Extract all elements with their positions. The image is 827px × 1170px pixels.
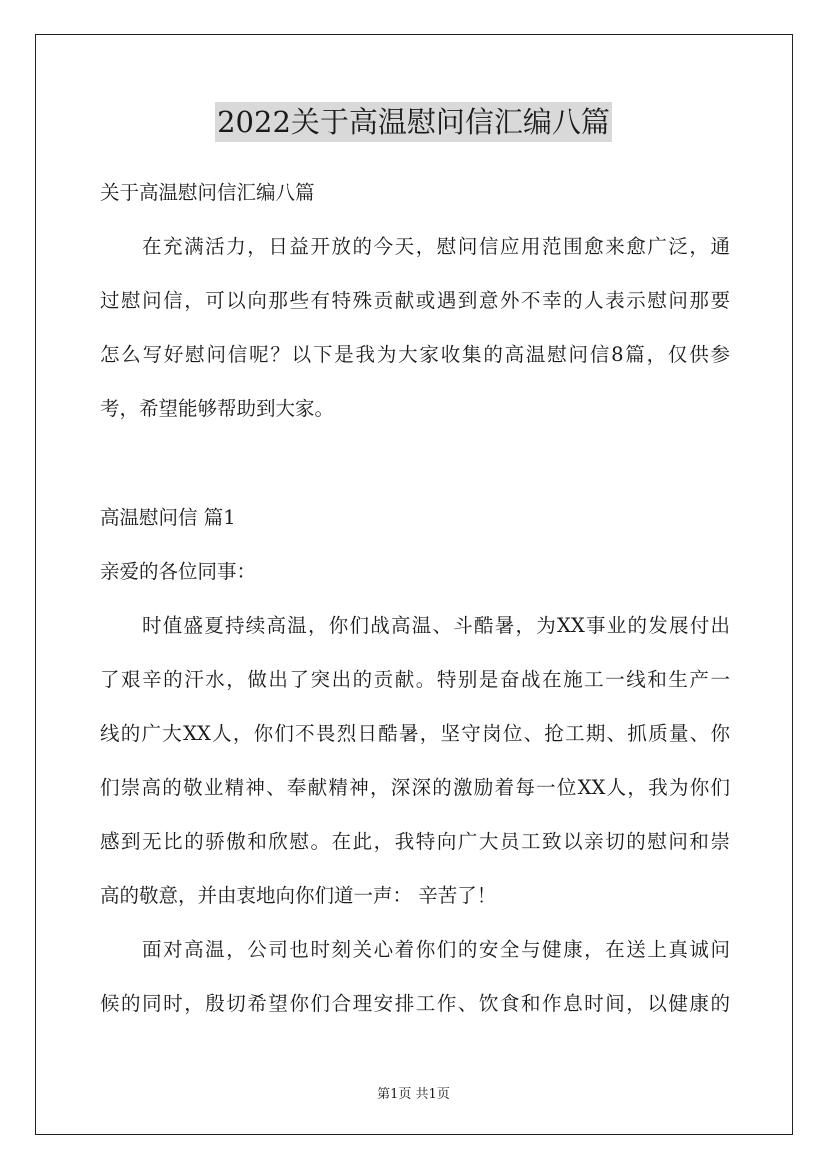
subtitle: 关于高温慰问信汇编八篇	[100, 181, 315, 204]
intro-line: 考，希望能够帮助到大家。	[100, 397, 335, 420]
document-body	[100, 166, 730, 436]
paragraph-line: 们崇高的敬业精神、奉献精神，深深的激励着每一位XX人，我为你们	[100, 776, 730, 799]
letter-paragraph-1	[100, 599, 730, 923]
paragraph-line: 高的敬意，并由衷地向你们道一声： 辛苦了！	[100, 884, 497, 907]
paragraph-line: 时值盛夏持续高温，你们战高温、斗酷暑，为XX事业的发展付出	[142, 614, 730, 637]
paragraph-line: 面对高温，公司也时刻关心着你们的安全与健康，在送上真诚问	[142, 938, 730, 961]
paragraph-line: 感到无比的骄傲和欣慰。在此，我特向广大员工致以亲切的慰问和崇	[100, 830, 730, 853]
paragraph-line: 线的广大XX人，你们不畏烈日酷暑，坚守岗位、抢工期、抓质量、你	[100, 722, 730, 745]
intro-paragraph	[100, 220, 730, 436]
intro-line: 怎么写好慰问信呢？以下是我为大家收集的高温慰问信8篇，仅供参	[100, 343, 730, 366]
page-number-footer: 第1页 共1页	[377, 1087, 450, 1102]
document-title: 2022关于高温慰问信汇编八篇	[215, 102, 612, 142]
salutation: 亲爱的各位同事：	[100, 560, 257, 583]
section-heading: 高温慰问信 篇1	[100, 506, 236, 529]
intro-line: 过慰问信，可以向那些有特殊贡献或遇到意外不幸的人表示慰问那要	[100, 289, 730, 312]
letter-section	[100, 491, 730, 1031]
paragraph-line: 了艰辛的汗水，做出了突出的贡献。特别是奋战在施工一线和生产一	[100, 668, 730, 691]
paragraph-line: 候的同时，殷切希望你们合理安排工作、饮食和作息时间，以健康的	[100, 992, 730, 1015]
intro-line: 在充满活力，日益开放的今天，慰问信应用范围愈来愈广泛，通	[142, 235, 730, 258]
title-container	[0, 102, 827, 142]
letter-paragraph-2	[100, 923, 730, 1031]
